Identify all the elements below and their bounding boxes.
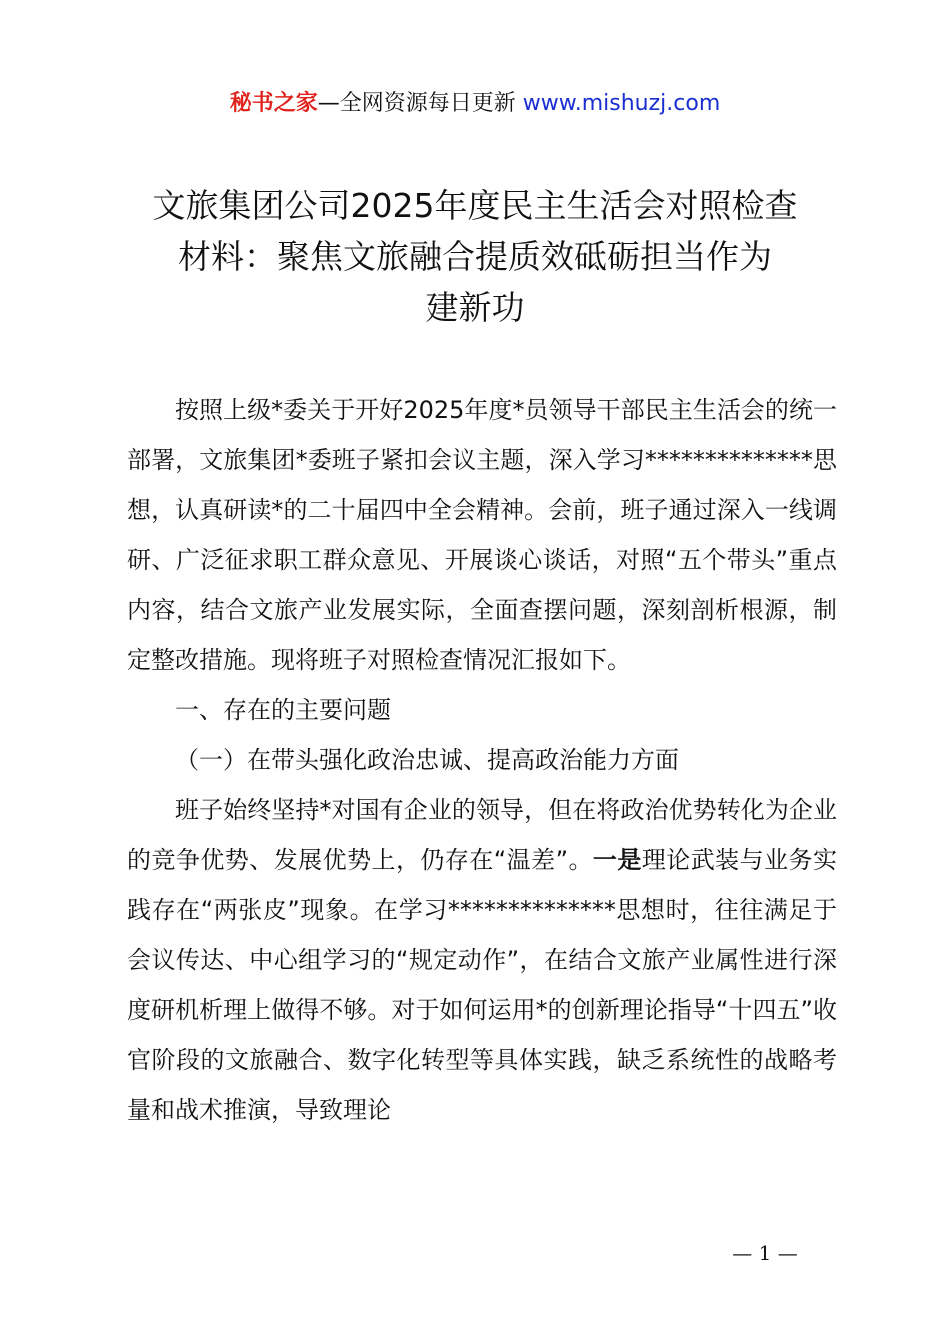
intro-paragraph: 按照上级*委关于开好2025年度*员领导干部民主生活会的统一部署，文旅集团*委班子紧扣会议主题，深入学习**************思想，认真研读*的二十届四中全会精神。会前，班子通过深入一线调研、广泛征求职工群众意见、开展谈心谈话，对照“五个带头”重点内容，结合文旅产业发展实际，全面查摆问题，深刻剖析根源，制定整改措施。现将班子对照检查情况汇报如下。 [127,396,837,674]
point-one-label: 一是 [592,846,642,874]
section-heading: 一、存在的主要问题 [175,696,391,724]
subsection-heading: （一）在带头强化政治忠诚、提高政治能力方面 [175,746,679,774]
site-url-link[interactable]: www.mishuzj.com [522,91,721,116]
document-title [125,180,825,333]
site-header [0,86,950,122]
title-line-3: 建新功 [425,288,525,327]
title-line-2: 材料：聚焦文旅融合提质效砥砺担当作为 [178,237,772,276]
document-body [127,385,837,1135]
page-number: — 1 — [732,1241,798,1265]
site-brand: 秘书之家 [229,91,318,116]
site-tagline: —全网资源每日更新 [317,91,523,116]
issue-paragraph-start: 班子始终坚持*对国有企业的领导，但在将政治优势转化为企业的竞争优势、发展优势上，仍存在“温差”。 [127,796,837,874]
issue-paragraph-rest: 理论武装与业务实践存在“两张皮”现象。在学习**************思想时，往往满足于会议传达、中心组学习的“规定动作”，在结合文旅产业属性进行深度研机析理上做得不够。对于如何运用*的创新理论指导“十四五”收官阶段的文旅融合、数字化转型等具体实践，缺乏系统性的战略考量和战术推演，导致理论 [127,846,837,1124]
issue-paragraph [127,785,837,1135]
title-line-1: 文旅集团公司2025年度民主生活会对照检查 [152,186,798,225]
